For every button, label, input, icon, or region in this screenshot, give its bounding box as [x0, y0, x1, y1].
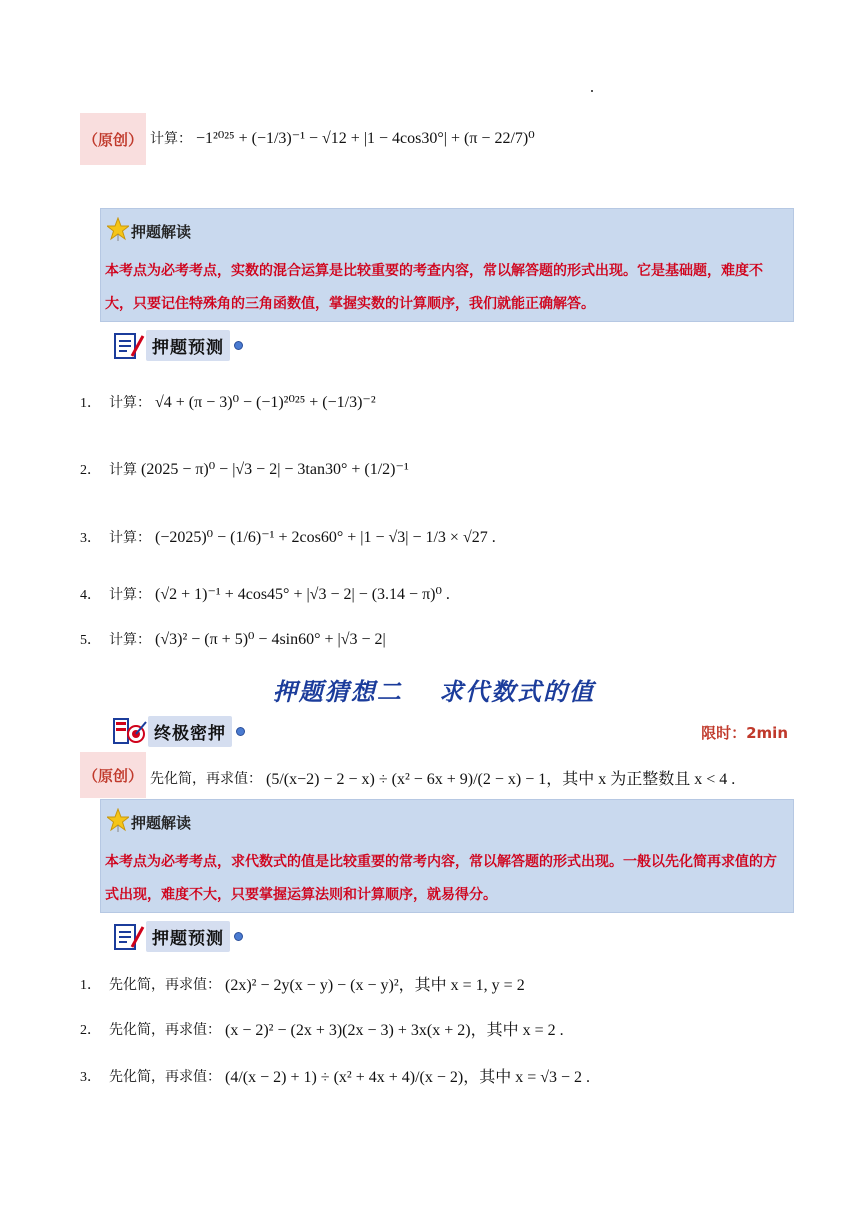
item-expression: (2025 − π)⁰ − |√3 − 2| − 3tan30° + (1/2)⁻¹: [141, 461, 409, 478]
original-badge: （原创）: [80, 752, 146, 798]
stray-dot: [591, 90, 593, 92]
interpretation-box: [100, 799, 794, 913]
problem-expression: (5/(x−2) − 2 − x) ÷ (x² − 6x + 9)/(2 − x) − 1，其中 x 为正整数且 x < 4 .: [266, 771, 736, 788]
predict-tag-label: 押题预测: [146, 921, 230, 952]
item-number: 3．: [80, 1069, 101, 1085]
target-board-icon: [112, 716, 148, 746]
original-problem: [150, 128, 535, 148]
list-item: [80, 459, 409, 479]
final-tag-label: 终极密押: [148, 716, 232, 747]
notepad-pencil-icon: [112, 921, 146, 951]
list-item: [80, 1064, 590, 1087]
item-label: 计算：: [109, 395, 151, 411]
item-expression: (4/(x − 2) + 1) ÷ (x² + 4x + 4)/(x − 2)，其中 x = √3 − 2 .: [225, 1069, 591, 1086]
box-text: 本考点为必考考点，求代数式的值是比较重要的常考内容，常以解答题的形式出现。一般以先化简再求值的方式出现，难度不大，只要掌握运算法则和计算顺序，就易得分。: [105, 854, 777, 903]
tag-dot: [234, 932, 243, 941]
original-problem: [150, 766, 735, 789]
list-item: [80, 1017, 564, 1040]
time-limit: 限时：2min: [701, 724, 788, 742]
interpretation-box: [100, 208, 794, 322]
tag-dot: [236, 727, 245, 736]
item-label: 计算：: [109, 530, 151, 546]
list-item: [80, 392, 376, 412]
item-expression: (√2 + 1)⁻¹ + 4cos45° + |√3 − 2| − (3.14 − π)⁰ .: [155, 586, 450, 603]
item-expression: √4 + (π − 3)⁰ − (−1)²⁰²⁵ + (−1/3)⁻²: [155, 394, 376, 411]
problem-label: 先化简，再求值：: [150, 770, 262, 787]
list-item: [80, 972, 525, 995]
item-expression: (−2025)⁰ − (1/6)⁻¹ + 2cos60° + |1 − √3| − 1/3 × √27 .: [155, 529, 496, 546]
item-label: 计算：: [109, 587, 151, 603]
original-badge: （原创）: [80, 113, 146, 165]
predict-tag: [112, 330, 243, 360]
final-tag: [112, 716, 245, 746]
item-label: 先化简，再求值：: [109, 1068, 221, 1085]
section-title: 押题猜想二 求代数式的值: [272, 677, 596, 706]
item-label: 计算：: [109, 632, 151, 648]
item-number: 3．: [80, 531, 101, 546]
box-heading: 押题解读: [131, 223, 192, 241]
item-label: 计算: [109, 462, 137, 478]
box-heading: 押题解读: [131, 814, 192, 832]
item-number: 2．: [80, 463, 101, 478]
star-icon: [107, 808, 129, 832]
list-item: [80, 629, 386, 649]
predict-tag: [112, 921, 243, 951]
item-expression: (2x)² − 2y(x − y) − (x − y)²，其中 x = 1, y = 2: [225, 977, 525, 994]
tag-dot: [234, 341, 243, 350]
box-text: 本考点为必考考点，实数的混合运算是比较重要的考查内容，常以解答题的形式出现。它是基础题，难度不大，只要记住特殊角的三角函数值，掌握实数的计算顺序，我们就能正确解答。: [105, 263, 763, 312]
item-label: 先化简，再求值：: [109, 1021, 221, 1038]
item-number: 1．: [80, 396, 101, 411]
list-item: [80, 584, 450, 604]
predict-tag-label: 押题预测: [146, 330, 230, 361]
star-icon: [107, 217, 129, 241]
item-number: 4．: [80, 588, 101, 603]
item-expression: (x − 2)² − (2x + 3)(2x − 3) + 3x(x + 2)，其中 x = 2 .: [225, 1022, 564, 1039]
item-number: 1．: [80, 977, 101, 993]
item-number: 2．: [80, 1022, 101, 1038]
notepad-pencil-icon: [112, 330, 146, 360]
problem-label: 计算：: [150, 131, 192, 147]
list-item: [80, 527, 496, 547]
item-label: 先化简，再求值：: [109, 976, 221, 993]
problem-expression: −1²⁰²⁵ + (−1/3)⁻¹ − √12 + |1 − 4cos30°| + (π − 22/7)⁰: [196, 130, 535, 147]
item-expression: (√3)² − (π + 5)⁰ − 4sin60° + |√3 − 2|: [155, 631, 386, 648]
item-number: 5．: [80, 633, 101, 648]
